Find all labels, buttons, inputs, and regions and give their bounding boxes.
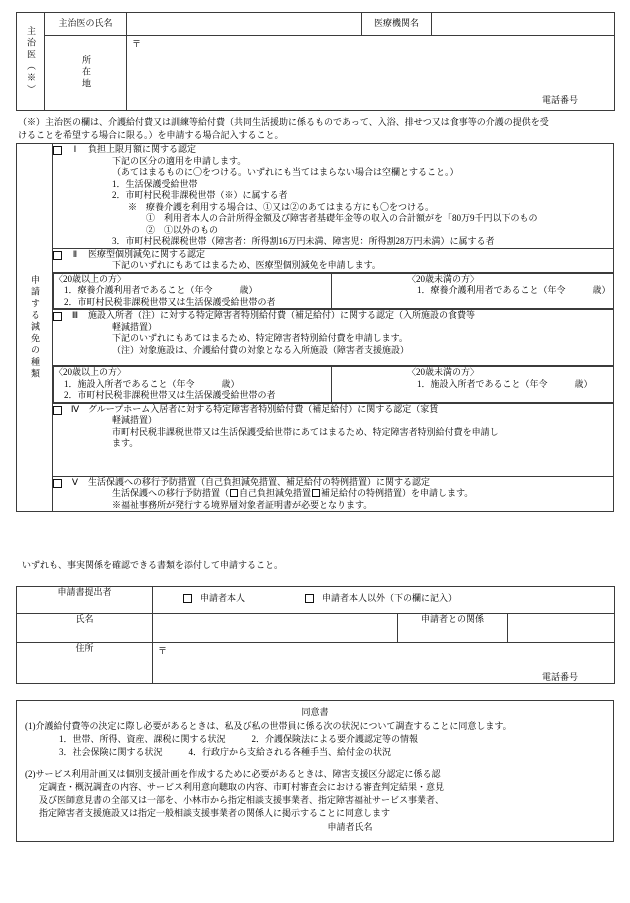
consent-para2-line3: 及び医師意見書の全部又は一部を、小林市から指定相談支援事業者、指定障害福祉サービス事業者、 xyxy=(39,795,445,806)
item-2-age-left-2: 2．市町村民税非課税世帯又は生活保護受給世帯の者 xyxy=(64,296,276,307)
reduction-side-label: 申請する減免の種類 xyxy=(30,275,40,381)
item-2-age-left-title: 〈20歳以上の方〉 xyxy=(54,273,127,284)
title-item-2: 医療型個別減免に関する認定 xyxy=(88,248,206,259)
item-1-line-2: （あてはまるものに〇をつける。いずれにも当てはまらない場合は空欄とすること。） xyxy=(112,167,459,178)
item-3-age-table-cell xyxy=(53,366,614,404)
item-3-age-right xyxy=(332,367,614,403)
numeral-item-5: Ⅴ xyxy=(71,476,79,487)
item-2-age-table xyxy=(53,273,613,310)
submitter-postal-mark: 〒 xyxy=(158,646,168,656)
relation-value-cell[interactable] xyxy=(508,614,615,643)
item-3-age-left xyxy=(54,367,332,403)
consent-title: 同意書 xyxy=(301,707,329,717)
title-item-4: グループホーム入居者に対する特定障害者特別給付費（補足給付）に関する認定（家賃 xyxy=(88,403,439,414)
consent-para1-row1 xyxy=(25,733,605,746)
item-4-line-3: ます。 xyxy=(112,438,139,449)
doctor-address-value-cell[interactable] xyxy=(127,36,615,111)
reduction-side-label-cell xyxy=(17,144,53,512)
item-3-line-3: （注）対象施設は、介護給付費の対象となる入所施設（障害者支援施設） xyxy=(112,344,410,355)
doctor-address-label-cell xyxy=(45,36,127,111)
attachment-note: いずれも、事実関係を確認できる書類を添付して申請すること。 xyxy=(22,560,284,570)
item-5-post: 補足給付の特例措置）を申請します。 xyxy=(321,488,474,499)
doctor-side-label-cell xyxy=(17,13,45,111)
item-4-line-1: 軽減措置） xyxy=(112,415,158,426)
item-1-line-4: 2．市町村民税非課税世帯（※）に属する者 xyxy=(112,190,288,201)
consent-box xyxy=(16,700,614,842)
numeral-item-3: Ⅲ xyxy=(71,310,79,321)
consent-para2-line1: (2)サービス利用計画又は個別支援計画を作成するために必要があるときは、障害支援区分認定に係る認 xyxy=(25,769,441,780)
submitter-label: 申請書提出者 xyxy=(57,587,112,597)
institution-value-cell[interactable] xyxy=(432,13,615,36)
doctor-note xyxy=(18,116,620,142)
item-3-age-right-title: 〈20歳未満の方〉 xyxy=(407,367,480,378)
submitter-tel-label: 電話番号 xyxy=(542,671,579,682)
item-5-mid: 自己負担減免措置 xyxy=(239,488,312,499)
item-2-age-left-1: 1．療養介護利用者であること（年令 歳） xyxy=(64,285,258,296)
reduction-item-5 xyxy=(53,476,614,512)
title-item-3: 施設入所者（注）に対する特定障害者特別給付費（補足給付）に関する認定（入所施設の食費等 xyxy=(88,310,476,321)
submitter-label-cell xyxy=(17,587,153,614)
institution-label: 医療機関名 xyxy=(373,18,419,29)
checkbox-item-4[interactable] xyxy=(53,406,62,415)
doctor-tel-label: 電話番号 xyxy=(541,94,578,105)
doctor-address-label: 所在地 xyxy=(81,55,91,91)
relation-label-cell xyxy=(398,614,508,643)
consent-para1-row2 xyxy=(25,746,605,759)
doctor-name-label: 主治医の氏名 xyxy=(58,18,113,29)
doctor-name-value-cell[interactable] xyxy=(127,13,362,36)
reduction-item-4 xyxy=(53,403,614,476)
item-2-line-1: 下記のいずれにもあてはまるため、医療型個別減免を申請します。 xyxy=(112,260,381,271)
numeral-item-1: Ⅰ xyxy=(73,144,77,154)
item-3-age-right-1: 1．施設入所者であること（年令 歳） xyxy=(417,378,593,389)
submitter-name-value-cell[interactable] xyxy=(153,614,398,643)
submitter-checkbox-cell xyxy=(153,587,615,614)
item-1-line-8: 3．市町村民税課税世帯（障害者：所得割16万円未満、障害児：所得割28万円未満）に属する者 xyxy=(112,236,495,247)
institution-label-cell xyxy=(362,13,432,36)
checkbox-item-2[interactable] xyxy=(53,251,62,260)
item-1-line-5: ※ 療養介護を利用する場合は、①又は②のあてはまる方にも〇をつける。 xyxy=(128,201,435,212)
submitter-name-label: 氏名 xyxy=(75,614,94,624)
checkbox-item-5[interactable] xyxy=(53,479,62,488)
doctor-name-label-cell xyxy=(45,13,127,36)
signature-label: 申請者氏名 xyxy=(327,822,373,833)
doctor-side-label: 主治医（※） xyxy=(26,26,36,97)
item-5-pre: 生活保護への移行予防措置（ xyxy=(112,488,230,499)
postal-mark: 〒 xyxy=(132,39,142,49)
consent-item-1: 1．世帯、所得、資産、課税に関する状況 xyxy=(59,734,226,745)
item-2-age-right-1: 1．療養介護利用者であること（年令 歳） xyxy=(417,285,611,296)
submitter-address-label-cell xyxy=(17,643,153,684)
numeral-item-2: Ⅱ xyxy=(72,248,78,259)
submitter-address-label: 住所 xyxy=(75,643,94,653)
item-2-age-right-title: 〈20歳未満の方〉 xyxy=(407,273,480,284)
checkbox-other-label: 申請者本人以外 xyxy=(322,593,386,603)
reduction-type-table xyxy=(16,143,614,512)
item-4-line-2: 市町村民税非課税世帯又は生活保護受給世帯にあてはまるため、特定障害者特別給付費を申請し xyxy=(112,426,499,437)
item-3-line-1: 軽減措置） xyxy=(112,321,158,332)
item-3-line-2: 下記のいずれにもあてはまるため、特定障害者特別給付費を申請します。 xyxy=(112,333,408,344)
checkbox-other-note: （下の欄に記入） xyxy=(385,593,458,603)
numeral-item-4: Ⅳ xyxy=(70,403,80,414)
title-item-1: 負担上限月額に関する認定 xyxy=(88,144,197,154)
checkbox-item-3[interactable] xyxy=(53,312,62,321)
item-2-age-right xyxy=(332,273,614,309)
item-3-age-left-1: 1．施設入所者であること（年令 歳） xyxy=(64,378,240,389)
relation-label: 申請者との関係 xyxy=(420,614,484,624)
checkbox-supplementary-special[interactable] xyxy=(312,489,320,497)
item-2-age-table-cell xyxy=(53,272,614,310)
consent-item-2: 2．介護保険法による要介護認定等の情報 xyxy=(251,734,419,745)
checkbox-applicant-other[interactable] xyxy=(305,594,314,603)
item-3-age-left-title: 〈20歳以上の方〉 xyxy=(54,367,127,378)
reduction-item-2 xyxy=(53,248,614,272)
consent-item-3: 3．社会保険に関する状況 xyxy=(59,747,163,758)
doctor-table xyxy=(16,12,615,111)
item-1-line-3: 1．生活保護受給世帯 xyxy=(112,178,198,189)
item-1-line-7: ② ①以外のもの xyxy=(146,224,219,235)
submitter-address-value-cell[interactable] xyxy=(153,643,615,684)
item-2-age-left xyxy=(54,273,332,309)
item-3-age-table xyxy=(53,366,613,403)
item-1-line-6: ① 利用者本人の合計所得金額及び障害者基礎年金等の収入の合計額がを「80万9千円以下のもの xyxy=(146,213,538,224)
submitter-table xyxy=(16,586,615,684)
checkbox-item-1[interactable] xyxy=(53,146,62,155)
doctor-note-line2: けることを希望する場合に限る。）を申請する場合記入すること。 xyxy=(18,129,284,140)
checkbox-applicant-self[interactable] xyxy=(183,594,192,603)
item-3-age-left-2: 2．市町村民税非課税世帯又は生活保護受給世帯の者 xyxy=(64,390,276,401)
item-5-line-1 xyxy=(53,488,613,500)
consent-para2-line4: 指定障害者支援施設又は指定一般相談支援事業者の関係人に掲示することに同意します xyxy=(39,808,391,819)
consent-item-4: 4．行政庁から支給される各種手当、給付金の状況 xyxy=(188,747,392,758)
checkbox-self-label: 申請者本人 xyxy=(200,593,246,603)
submitter-name-label-cell xyxy=(17,614,153,643)
checkbox-self-burden-reduction[interactable] xyxy=(230,489,238,497)
title-item-5: 生活保護への移行予防措置（自己負担減免措置、補足給付の特例措置）に関する認定 xyxy=(88,476,431,487)
reduction-item-1 xyxy=(53,144,614,249)
consent-para2-line2: 定調査・概況調査の内容、サービス利用意向聴取の内容、市町村審査会における審査判定結果・意見 xyxy=(39,782,445,793)
doctor-note-line1: （※）主治医の欄は、介護給付費又は訓練等給付費（共同生活援助に係るものであって、入浴、排せつ又は食事等の介護の提供を受 xyxy=(18,117,549,127)
item-5-note: ※福祉事務所が発行する境界層対象者証明書が必要となります。 xyxy=(112,499,373,510)
item-1-line-1: 下記の区分の適用を申請します。 xyxy=(112,155,247,166)
consent-para1: (1)介護給付費等の決定に際し必要があるときは、私及び私の世帯員に係る次の状況について調査することに同意します。 xyxy=(25,721,512,732)
reduction-item-3 xyxy=(53,310,614,366)
